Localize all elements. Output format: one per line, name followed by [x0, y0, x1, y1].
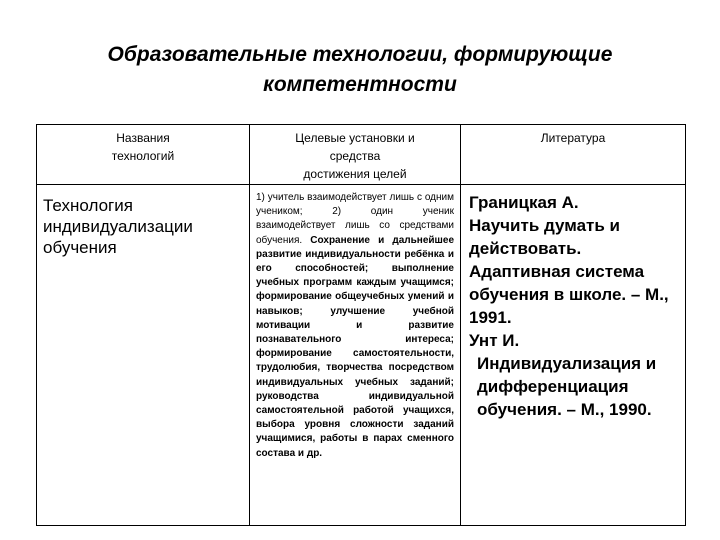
header-col3-text: Литература — [540, 131, 606, 145]
description-normal-text: 1) учитель взаимодействует лишь с одним учеником; 2) один ученик взаимодействует лишь со средствами обучения. — [256, 192, 454, 246]
literature-author-1: Границкая А. — [469, 193, 579, 212]
page-title — [40, 40, 680, 100]
table-header-row — [37, 125, 686, 185]
literature-title-2: Индивидуализация и дифференциация обучения. – М., 1990. — [477, 354, 657, 419]
title-line-2: компетентности — [263, 73, 457, 96]
literature-subtitle-1: Адаптивная система обучения в школе. – М., 1991. — [469, 262, 669, 327]
literature-cell — [461, 185, 686, 526]
literature-title-1: Научить думать и действовать. — [469, 216, 620, 258]
header-literature — [461, 125, 686, 185]
title-line-1: Образовательные технологии, формирующие — [107, 43, 613, 66]
description-bold-text: Сохранение и дальнейшее развитие индивидуальности ребёнка и его способностей; выполнение учебных программ каждым учащимся; формирование общеучебных умений и навыков; улучшение учебной мотивации и развитие познавательного интереса; формирование самостоятельности, трудолюбия, творчества посредством индивидуальных учебных заданий; руководства индивидуальной самостоятельной работой учащихся, выбора уровня сложности заданий учащимися, работы в парах сменного состава и др. — [256, 234, 454, 459]
goals-description-cell — [250, 185, 461, 526]
technologies-table — [36, 124, 686, 526]
header-technology-names — [37, 125, 250, 185]
header-col2-line1: Целевые установки и — [295, 131, 415, 145]
literature-author-2: Унт И. — [469, 331, 520, 350]
table-row — [37, 185, 686, 526]
technology-name-cell: Технология индивидуализации обучения — [37, 185, 250, 526]
header-col1-line2: технологий — [111, 149, 175, 163]
header-col2-line3: достижения целей — [303, 167, 407, 181]
header-col1-line1: Названия — [116, 131, 170, 145]
header-col2-line2: средства — [329, 149, 381, 163]
header-goals-and-means — [250, 125, 461, 185]
